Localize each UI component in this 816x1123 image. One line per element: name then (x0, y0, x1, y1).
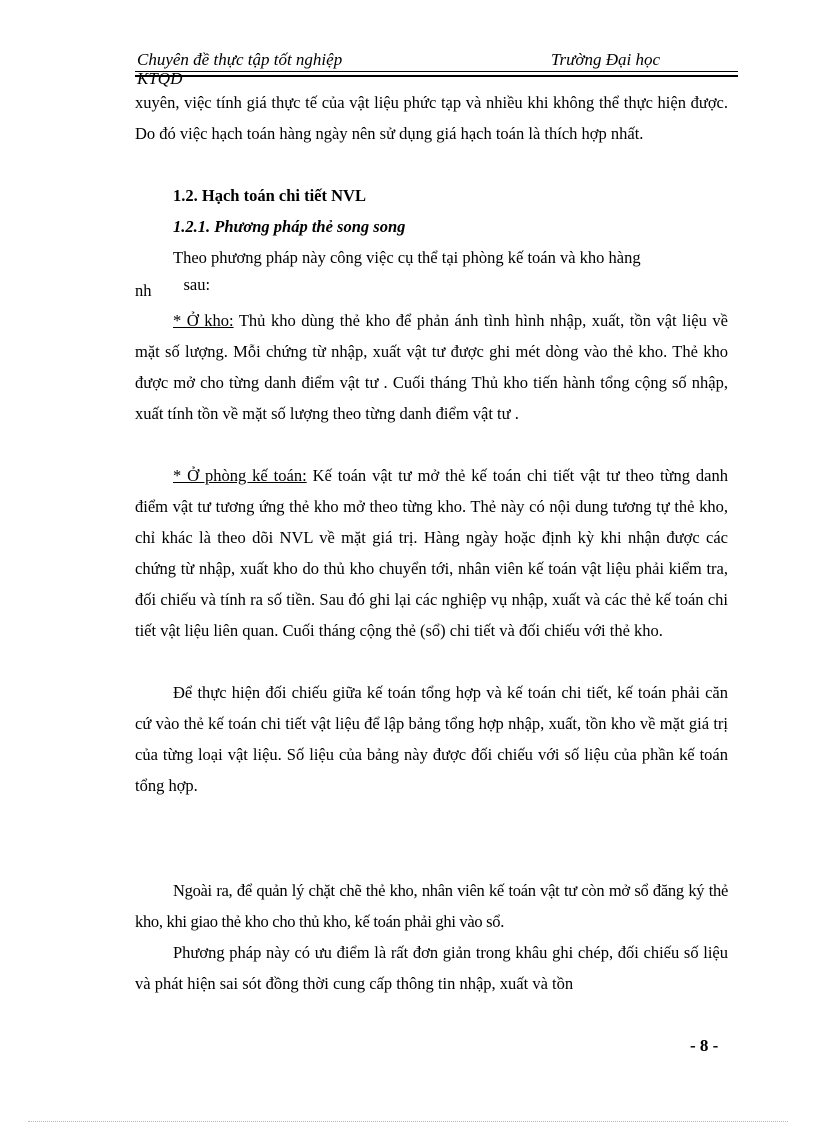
warehouse-label: * Ở kho: (173, 311, 234, 330)
header-rule-thick (135, 75, 738, 77)
header-rule-thin (135, 71, 738, 72)
paragraph-advantages (135, 937, 728, 999)
header-left-title: Chuyên đề thực tập tốt nghiệp (137, 50, 343, 69)
paragraph-text: Phương pháp này có ưu điểm là rất đơn giản trong khâu ghi chép, đối chiếu số liệu và phát hiện sai sót đồng thời cung cấp thông tin nhập, xuất và tồn (135, 943, 728, 993)
accounting-label: * Ở phòng kế toán: (173, 466, 307, 485)
page-number: - 8 - (690, 1036, 719, 1055)
paragraph-text: Để thực hiện đối chiếu giữa kế toán tổng hợp và kế toán chi tiết, kế toán phải căn cứ vào thẻ kế toán chi tiết vật liệu để lập bảng tổng hợp nhập, xuất, tồn kho về mặt giá trị của từng loại vật liệu. Số liệu của bảng này được đối chiếu với số liệu của phần kế toán tổng hợp. (135, 683, 728, 795)
paragraph-intro-continuation (135, 87, 728, 149)
paragraph-text: Ngoài ra, để quản lý chặt chẽ thẻ kho, nhân viên kế toán vật tư còn mở sổ đăng ký thẻ kho, khi giao thẻ kho cho thủ kho, kế toán phải ghi vào sổ. (135, 881, 728, 931)
paragraph-accounting-dept (135, 460, 728, 646)
fragment-text: sau: (183, 275, 211, 294)
paragraph-text: Theo phương pháp này công việc cụ thể tại phòng kế toán và kho hàng (173, 248, 641, 267)
paragraph-method-intro-line2 (135, 275, 728, 306)
page-bottom-border (28, 1121, 788, 1122)
paragraph-reconciliation (135, 677, 728, 801)
section-heading: 1.2. Hạch toán chi tiết NVL (173, 186, 366, 205)
header-right-title-continued: KTQD (137, 69, 183, 88)
subsection-heading: 1.2.1. Phương pháp thẻ song song (173, 217, 406, 236)
paragraph-registration (135, 875, 728, 937)
paragraph-text: Thủ kho dùng thẻ kho để phản ánh tình hình nhập, xuất, tồn vật liệu về mặt số lượng. Mỗi chứng từ nhập, xuất vật tư được ghi mét dòng vào thẻ kho. Thẻ kho được mở cho từng danh điểm vật tư . Cuối tháng Thủ kho tiến hành tổng cộng số nhập, xuất tính tồn về mặt số lượng theo từng danh điểm vật tư . (135, 311, 729, 423)
paragraph-text: Kế toán vật tư mở thẻ kế toán chi tiết vật tư theo từng danh điểm vật tư tương ứng thẻ kho mở theo từng kho. Thẻ này có nội dung tương tự thẻ kho, chỉ khác là theo dõi NVL về mặt giá trị. Hàng ngày hoặc định kỳ khi nhận được các chứng từ nhập, xuất kho do thủ kho chuyển tới, nhân viên kế toán vật liệu phải kiểm tra, đối chiếu và tính ra số tiền. Sau đó ghi lại các nghiệp vụ nhập, xuất và các thẻ kế toán chi tiết vật liệu liên quan. Cuối tháng cộng thẻ (sổ) chi tiết và đối chiếu với thẻ kho. (135, 466, 728, 640)
paragraph-text: xuyên, việc tính giá thực tế của vật liệu phức tạp và nhiều khi không thể thực hiện được. Do đó việc hạch toán hàng ngày nên sử dụng giá hạch toán là thích hợp nhất. (135, 93, 728, 143)
header-right-title: Trường Đại học (551, 50, 661, 69)
fragment-text: nh (135, 281, 152, 300)
paragraph-method-intro (135, 242, 728, 273)
paragraph-warehouse (135, 305, 728, 429)
